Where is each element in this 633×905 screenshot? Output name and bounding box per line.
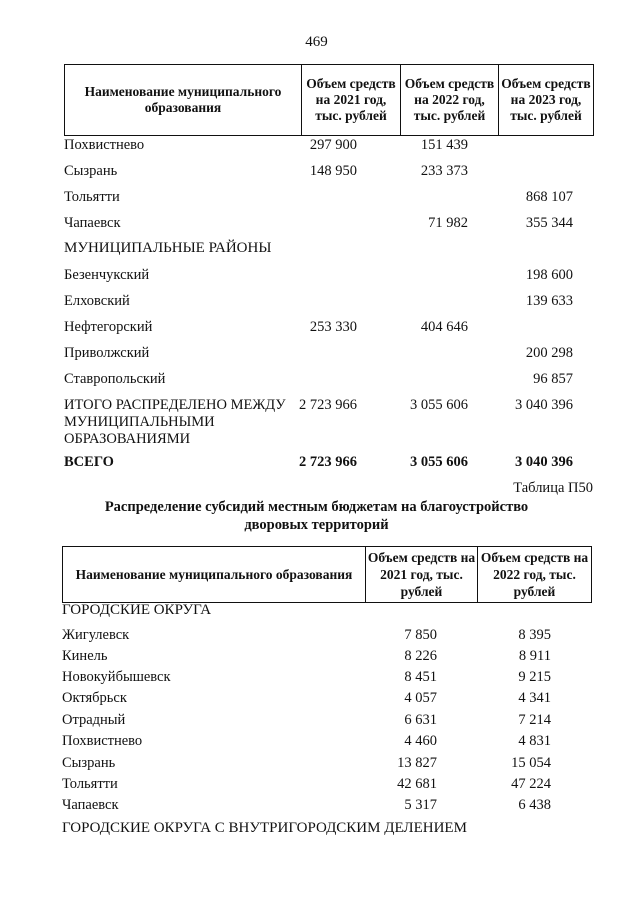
row-value-2021: 8 451	[404, 669, 437, 685]
row-value-2022: 9 215	[518, 669, 551, 685]
row-value-2021: 6 631	[404, 712, 437, 728]
section-name: МУНИЦИПАЛЬНЫЕ РАЙОНЫ	[64, 240, 272, 256]
row-value-2021: 7 850	[404, 627, 437, 643]
table1-header-2022: Объем средств на 2022 год, тыс. рублей	[401, 65, 499, 135]
row-name: Похвистнево	[62, 733, 143, 749]
row-name: Сызрань	[64, 163, 118, 179]
row-value-2021: 148 950	[309, 163, 357, 179]
row-value-2023: 355 344	[525, 215, 573, 231]
row-value-2021: 5 317	[404, 797, 437, 813]
row-value-2022: 4 831	[518, 733, 551, 749]
table2-header-2021: Объем средств на 2021 год, тыс. рублей	[366, 547, 478, 602]
table1-header-2021: Объем средств на 2021 год, тыс. рублей	[302, 65, 401, 135]
row-value-2022: 233 373	[420, 163, 468, 179]
grand-total-value-2022: 3 055 606	[410, 454, 468, 470]
table2-title	[0, 498, 633, 534]
table2-title-line1: Распределение субсидий местным бюджетам на благоустройство	[104, 499, 529, 515]
row-name: Тольятти	[62, 776, 118, 792]
row-value-2022: 71 982	[428, 215, 468, 231]
row-value-2021: 8 226	[404, 648, 437, 664]
total-value-2022: 3 055 606	[410, 397, 468, 413]
row-value-2022: 404 646	[420, 319, 468, 335]
table1-header-2023: Объем средств на 2023 год, тыс. рублей	[501, 76, 591, 123]
row-name: Ставропольский	[64, 371, 166, 387]
row-value-2023: 139 633	[525, 293, 573, 309]
row-value-2022: 7 214	[518, 712, 551, 728]
total-value-2021: 2 723 966	[299, 397, 357, 413]
table-caption: Таблица П50	[513, 480, 593, 496]
total-name: ИТОГО РАСПРЕДЕЛЕНО МЕЖДУ МУНИЦИПАЛЬНЫМИ ОБРАЗОВАНИЯМИ	[64, 397, 286, 447]
row-name: Елховский	[64, 293, 130, 309]
grand-total-name: ВСЕГО	[64, 454, 114, 470]
row-name: Нефтегорский	[64, 319, 153, 335]
table2-title-line2: дворовых территорий	[244, 517, 389, 533]
row-name: Отрадный	[62, 712, 126, 728]
page-number: 469	[305, 34, 328, 50]
table2-header	[62, 546, 592, 603]
row-value-2023: 868 107	[525, 189, 573, 205]
table1-header	[64, 64, 594, 136]
table2-header-name: Наименование муниципального образования	[63, 547, 366, 602]
row-value-2022: 6 438	[518, 797, 551, 813]
section-name: ГОРОДСКИЕ ОКРУГА	[62, 602, 212, 618]
row-name: Приволжский	[64, 345, 150, 361]
row-name: Новокуйбышевск	[62, 669, 171, 685]
row-value-2022: 15 054	[511, 755, 551, 771]
row-value-2021: 297 900	[309, 137, 357, 153]
row-value-2021: 253 330	[309, 319, 357, 335]
row-name: Похвистнево	[64, 137, 145, 153]
row-name: Тольятти	[64, 189, 120, 205]
table1-header-name: Наименование муниципального образования	[65, 65, 302, 135]
grand-total-value-2021: 2 723 966	[299, 454, 357, 470]
row-value-2021: 42 681	[397, 776, 437, 792]
grand-total-value-2023: 3 040 396	[515, 454, 573, 470]
section-name: ГОРОДСКИЕ ОКРУГА С ВНУТРИГОРОДСКИМ ДЕЛЕНИЕМ	[62, 820, 467, 836]
row-value-2021: 13 827	[397, 755, 437, 771]
row-name: Чапаевск	[62, 797, 119, 813]
table2-header-2022: Объем средств на 2022 год, тыс. рублей	[480, 550, 589, 599]
row-value-2022: 8 395	[518, 627, 551, 643]
row-value-2021: 4 460	[404, 733, 437, 749]
total-value-2023: 3 040 396	[515, 397, 573, 413]
row-value-2023: 96 857	[533, 371, 573, 387]
row-value-2023: 198 600	[525, 267, 573, 283]
row-value-2022: 8 911	[518, 648, 551, 664]
row-name: Жигулевск	[62, 627, 130, 643]
row-name: Кинель	[62, 648, 108, 664]
row-value-2022: 47 224	[511, 776, 551, 792]
row-name: Чапаевск	[64, 215, 121, 231]
row-value-2022: 151 439	[420, 137, 468, 153]
row-value-2021: 4 057	[404, 690, 437, 706]
row-name: Безенчукский	[64, 267, 150, 283]
row-value-2023: 200 298	[525, 345, 573, 361]
row-name: Октябрьск	[62, 690, 127, 706]
row-name: Сызрань	[62, 755, 116, 771]
row-value-2022: 4 341	[518, 690, 551, 706]
